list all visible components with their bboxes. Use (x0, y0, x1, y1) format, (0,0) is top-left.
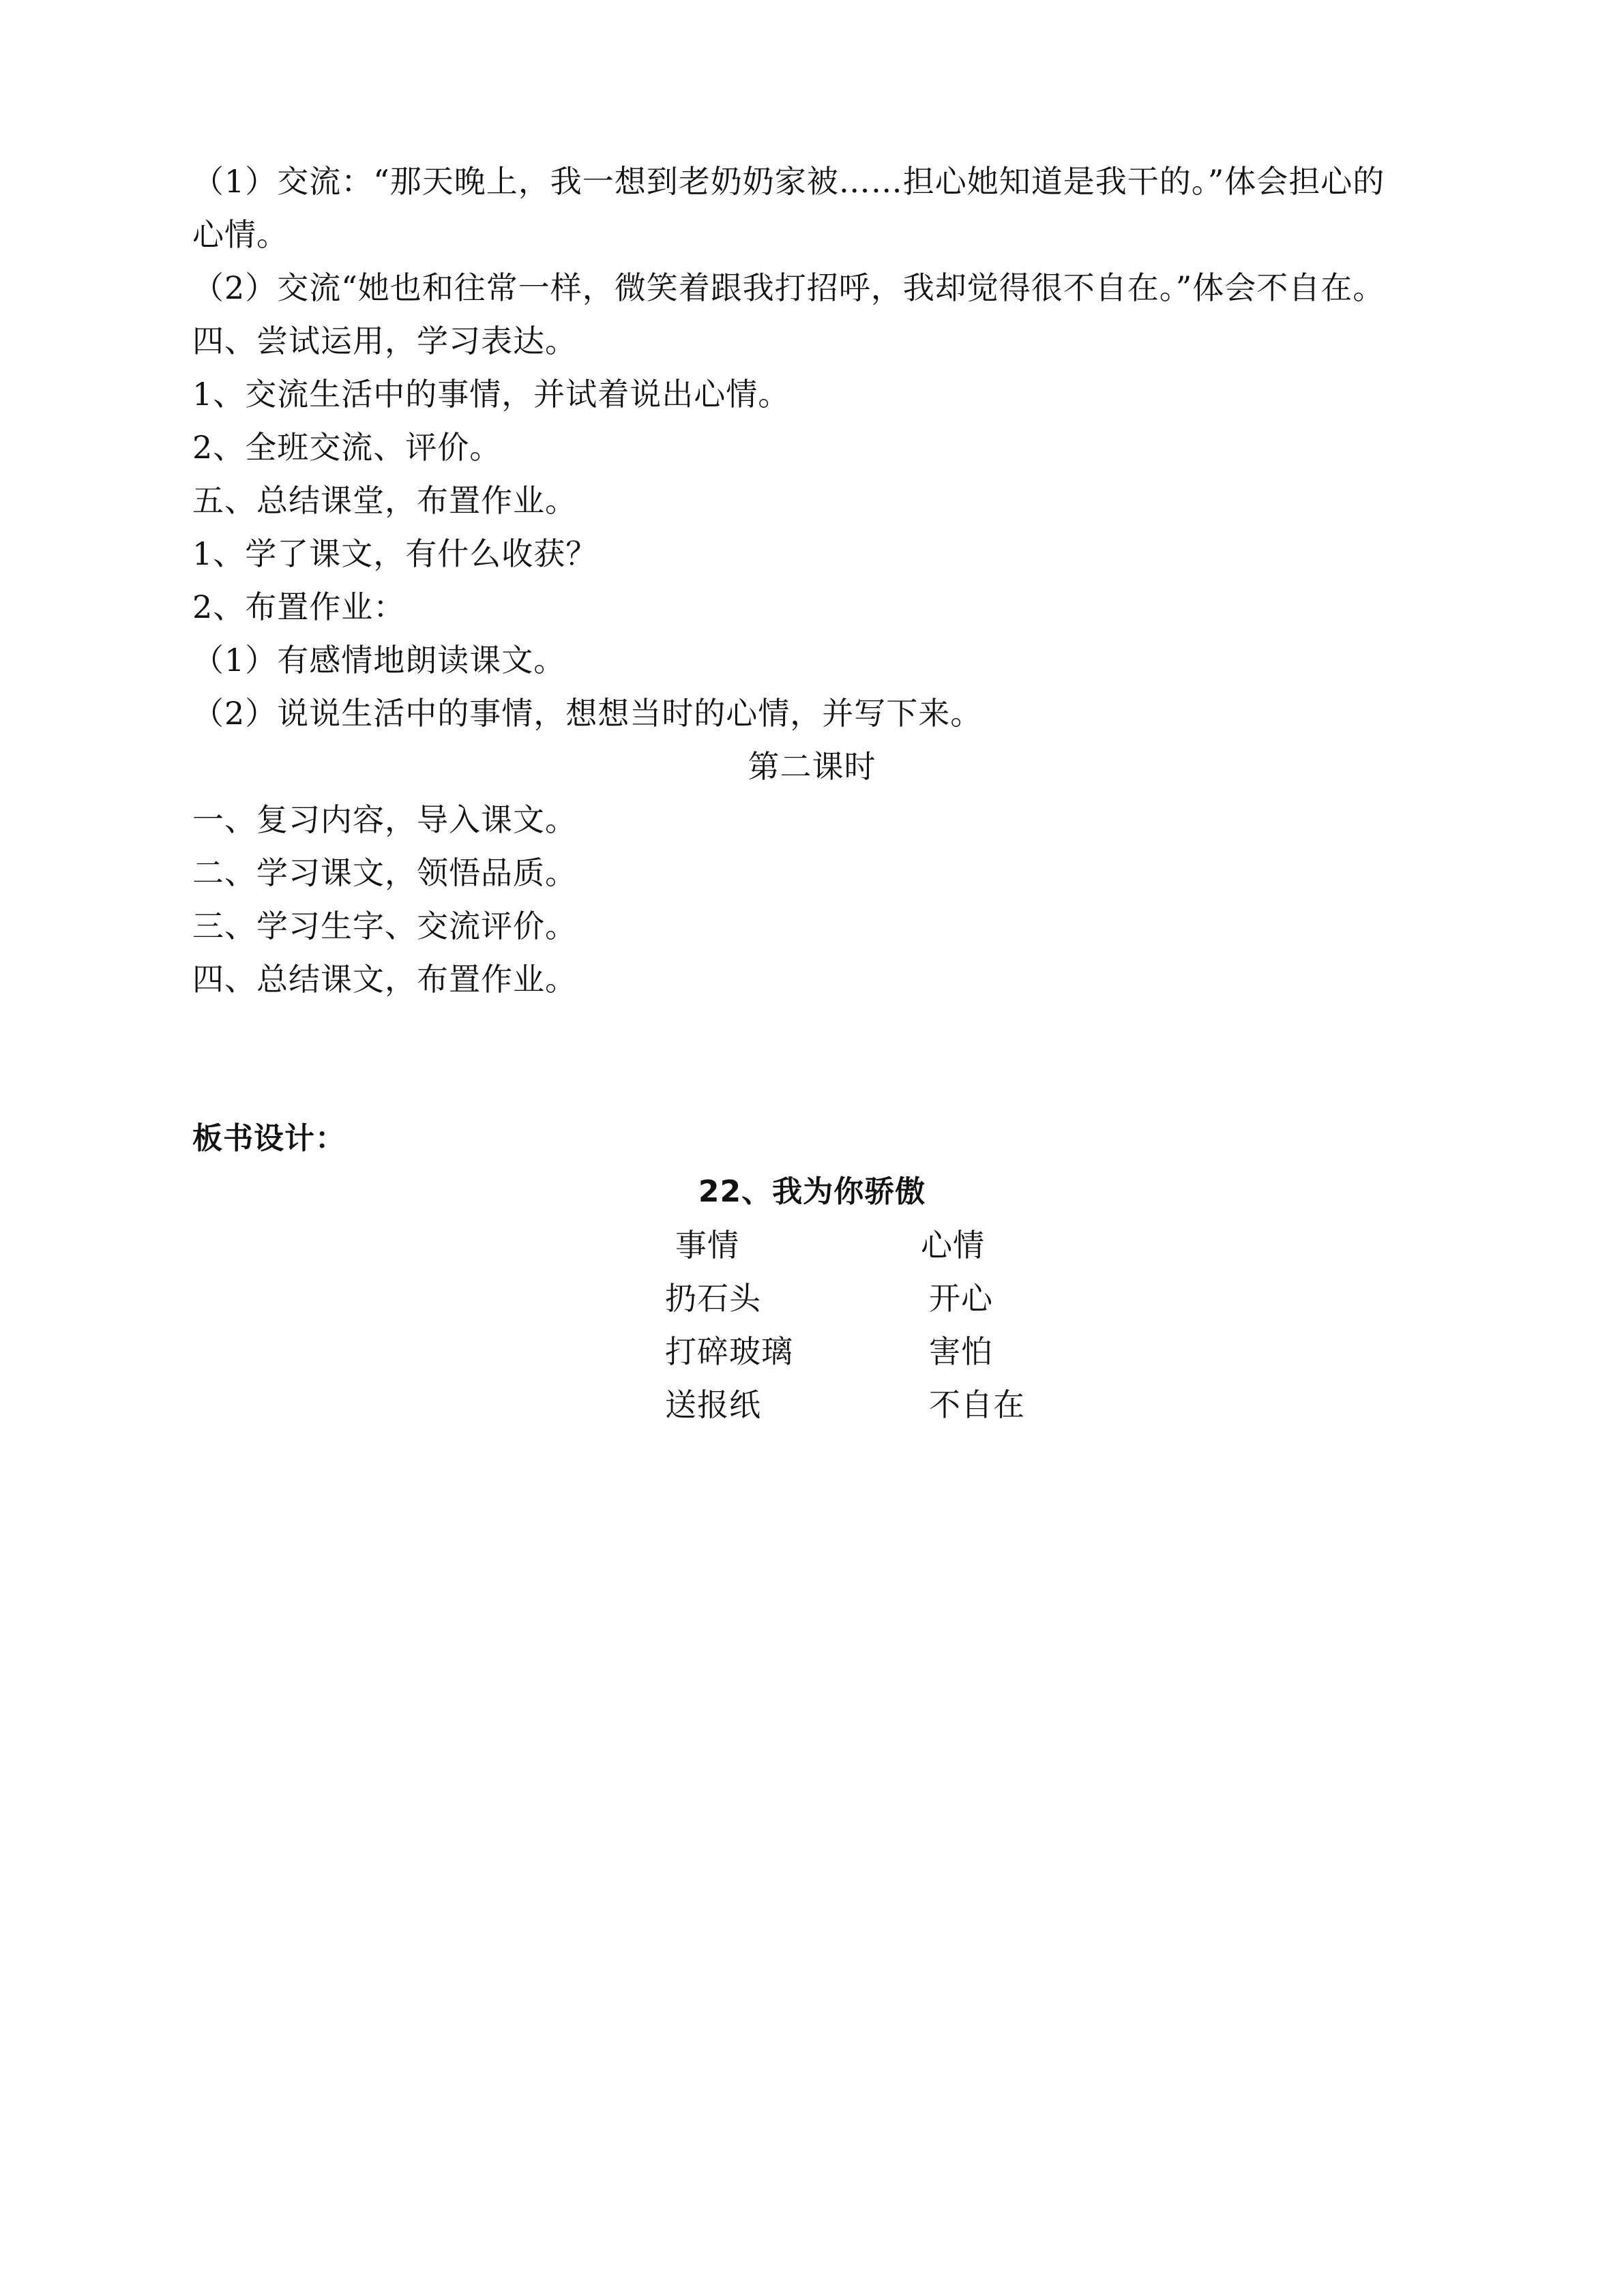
homework-item: （2）说说生活中的事情，想想当时的心情，并写下来。 (192, 695, 983, 732)
lesson-step: 心情。 (192, 216, 289, 253)
second-period-step: 三、学习生字、交流评价。 (192, 908, 577, 944)
homework-item: （1）有感情地朗读课文。 (192, 642, 566, 679)
lesson-step: 2、全班交流、评价。 (192, 429, 502, 466)
lesson-step: 1、交流生活中的事情，并试着说出心情。 (192, 376, 791, 413)
board-row-event: 扔石头 (665, 1280, 761, 1317)
board-row-feeling: 开心 (929, 1280, 993, 1317)
board-header-events: 事情 (675, 1227, 739, 1264)
board-row-feeling: 不自在 (929, 1386, 1025, 1423)
board-design-title: 22、我为你骄傲 (698, 1174, 926, 1209)
lesson-step: （2）交流“她也和往常一样，微笑着跟我打招呼，我却觉得很不自在。”体会不自在。 (192, 269, 1385, 306)
lesson-step: （1）交流：“那天晚上，我一想到老奶奶家被……担心她知道是我干的。”体会担心的 (192, 163, 1385, 200)
section-heading: 四、尝试运用，学习表达。 (192, 323, 577, 359)
board-design-label: 板书设计： (192, 1121, 346, 1156)
lesson-step: 2、布置作业： (192, 588, 406, 625)
second-period-heading: 第二课时 (748, 748, 876, 785)
lesson-step: 1、学了课文，有什么收获？ (192, 535, 598, 572)
section-heading: 五、总结课堂，布置作业。 (192, 482, 577, 519)
second-period-step: 四、总结课文，布置作业。 (192, 961, 577, 998)
board-header-feelings: 心情 (921, 1227, 985, 1264)
second-period-step: 一、复习内容，导入课文。 (192, 801, 577, 838)
board-row-feeling: 害怕 (929, 1333, 993, 1370)
second-period-step: 二、学习课文，领悟品质。 (192, 854, 577, 891)
board-row-event: 打碎玻璃 (665, 1333, 793, 1370)
board-row-event: 送报纸 (665, 1386, 761, 1423)
